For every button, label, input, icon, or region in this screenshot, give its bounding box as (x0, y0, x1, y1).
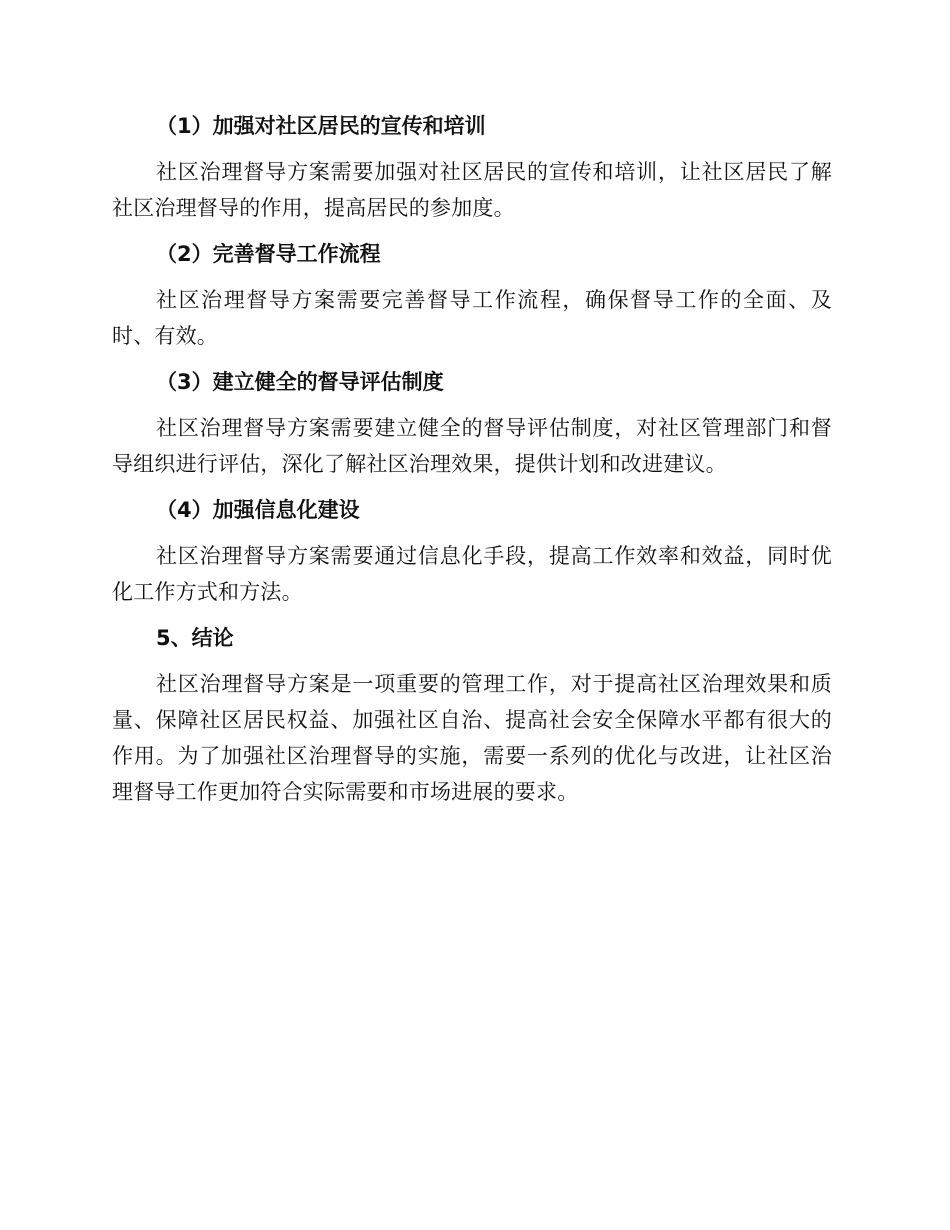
section-paragraph: 社区治理督导方案需要加强对社区居民的宣传和培训，让社区居民了解社区治理督导的作用，提高居民的参加度。 (112, 160, 832, 220)
section-heading: 5、结论 (156, 626, 234, 650)
section-heading: （3）建立健全的督导评估制度 (156, 370, 444, 394)
section-conclusion (112, 620, 832, 810)
section-paragraph: 社区治理督导方案需要完善督导工作流程，确保督导工作的全面、及时、有效。 (112, 288, 832, 348)
section-1 (112, 108, 832, 226)
section-4 (112, 492, 832, 610)
section-heading: （1）加强对社区居民的宣传和培训 (156, 114, 486, 138)
section-2 (112, 236, 832, 354)
section-paragraph: 社区治理督导方案是一项重要的管理工作，对于提高社区治理效果和质量、保障社区居民权益、加强社区自治、提高社会安全保障水平都有很大的作用。为了加强社区治理督导的实施，需要一系列的优化与改进，让社区治理督导工作更加符合实际需要和市场进展的要求。 (112, 672, 832, 804)
section-heading: （2）完善督导工作流程 (156, 242, 381, 266)
section-heading: （4）加强信息化建设 (156, 498, 360, 522)
section-3 (112, 364, 832, 482)
section-paragraph: 社区治理督导方案需要通过信息化手段，提高工作效率和效益，同时优化工作方式和方法。 (112, 544, 832, 604)
document-body (112, 108, 832, 820)
section-paragraph: 社区治理督导方案需要建立健全的督导评估制度，对社区管理部门和督导组织进行评估，深化了解社区治理效果，提供计划和改进建议。 (112, 416, 832, 476)
